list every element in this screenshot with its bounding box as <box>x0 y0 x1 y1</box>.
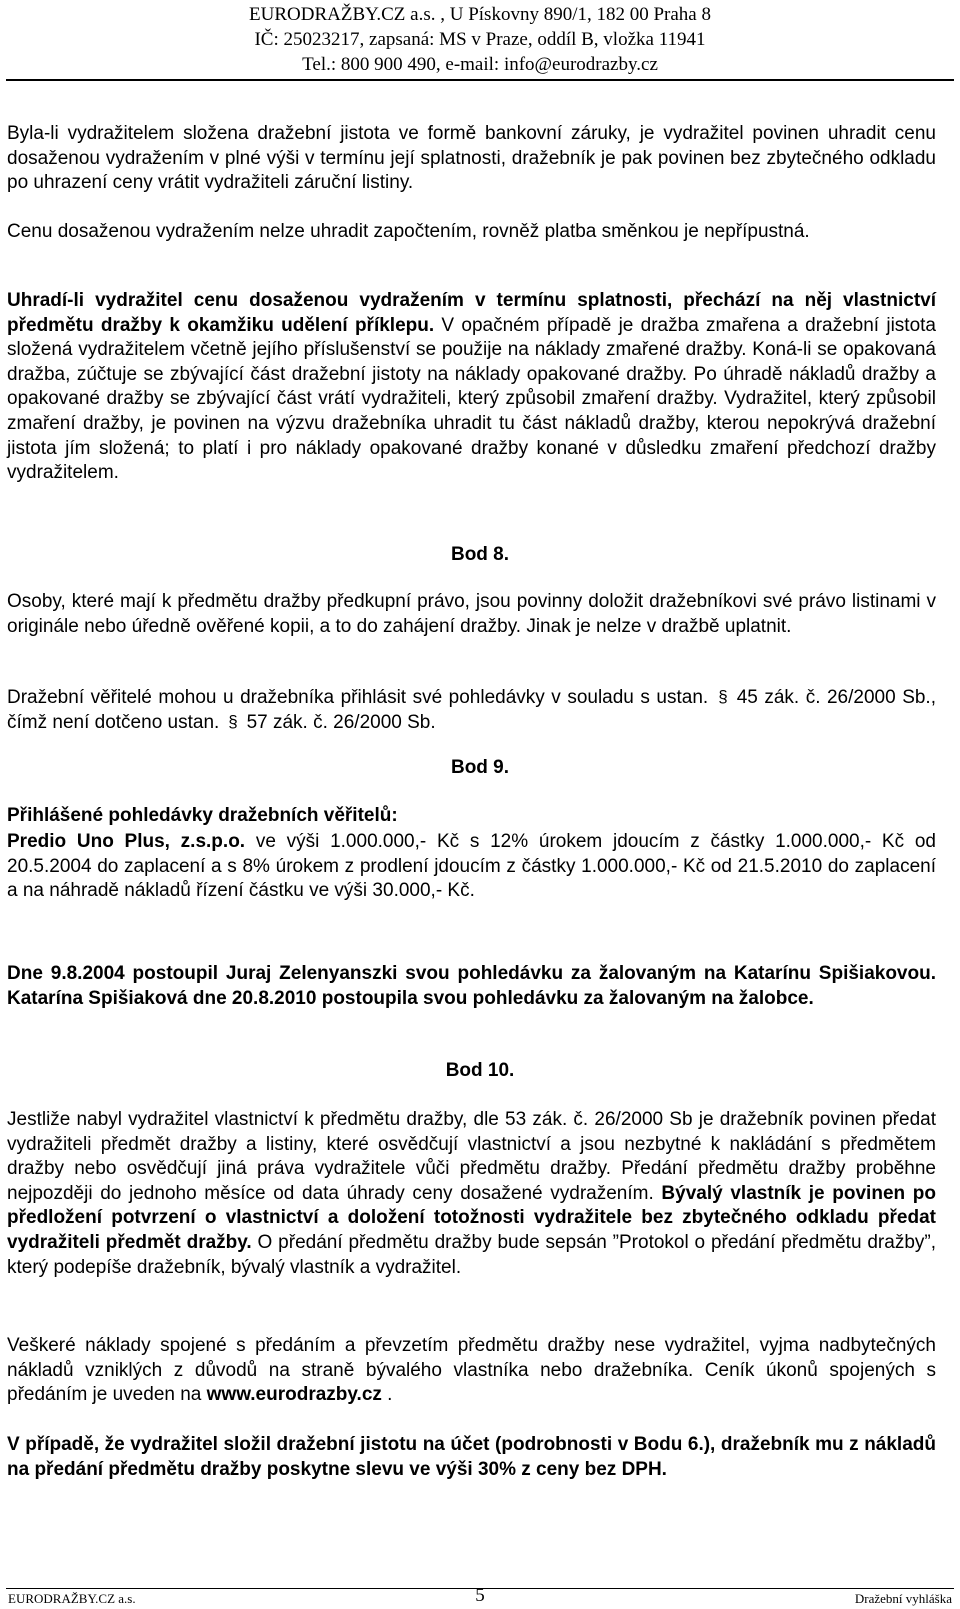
ownership-transfer-bold: Uhradí-li vydražitel cenu dosaženou vydražením v termínu splatnosti, přechází na něj vlastnictví předmětu dražby k okamžiku udělení příklepu. <box>7 290 936 336</box>
paragraph-registered-claims <box>7 830 936 904</box>
handover-costs-end: . <box>381 1384 393 1406</box>
paragraph-registered-claims-title <box>7 804 936 829</box>
paragraph-no-offset: Cenu dosaženou vydražením nelze uhradit započtením, rovněž platba směnkou je nepřípustná. <box>7 221 810 242</box>
handover-costs-text: Veškeré náklady spojené s předáním a převzetím předmětu dražby nese vydražitel, vyjma nadbytečných nákladů vzniklých z důvodů na straně bývalého vlastníka nebo dražebníka. Ceník úkonů spojených s předáním je uveden na <box>7 1335 936 1406</box>
section-sign-icon <box>715 688 731 704</box>
handover-text-c: O předání předmětu dražby bude sepsán ”Protokol o předání předmětu dražby”, který podepíše dražebník, bývalý vlastník a vydražitel. <box>7 1231 936 1278</box>
creditor-name: Predio Uno Plus, z.s.p.o. <box>7 831 246 852</box>
paragraph-handover-costs <box>7 1334 936 1408</box>
header-registration-line: IČ: 25023217, zapsaná: MS v Praze, oddíl B, vložka 11941 <box>254 29 706 50</box>
paragraph-creditor-claims <box>7 686 936 735</box>
svg-text:§: § <box>227 712 238 729</box>
heading-bod-10: Bod 10. <box>445 1060 515 1081</box>
paragraph-handover <box>7 1108 936 1280</box>
registered-claims-title: Přihlášené pohledávky dražebních věřitelů: <box>7 805 398 826</box>
creditor-claims-text-b: 45 zák. č. 26/2000 Sb., čímž není dotčeno ustan. <box>7 687 936 733</box>
footer-company: EURODRAŽBY.CZ a.s. <box>8 1591 136 1606</box>
handover-text-bold: Bývalý vlastník je povinen po předložení potvrzení o vlastnictví a doložení totožnosti vydražitele bez zbytečného odkladu předat vydražiteli předmět dražby. <box>7 1182 936 1253</box>
paragraph-preemption-right: Osoby, které mají k předmětu dražby předkupní právo, jsou povinny doložit dražebníkovi své právo listinami v originále nebo úředně ověřené kopii, a to do zahájení dražby. Jinak je nelze v dražbě uplatnit. <box>7 591 936 637</box>
footer-document-title: Dražební vyhláška <box>854 1591 952 1606</box>
handover-text-a: Jestliže nabyl vydražitel vlastnictví k předmětu dražby, dle 53 zák. č. 26/2000 Sb je dražebník povinen předat vydražiteli předmět dražby a listiny, které osvědčují vlastnictví a jsou nezbytné k nakládání s předmětem dražby nebo osvědčují jiná práva vydražitele vůči předmětu dražby. Předání předmětu dražby proběhne nejpozději do jednoho měsíce od data úhrady ceny dosažené vydražením. <box>7 1109 936 1204</box>
creditor-claims-text-a: Dražební věřitelé mohou u dražebníka přihlásit své pohledávky v souladu s ustan. <box>7 687 715 708</box>
paragraph-claim-assignment: Dne 9.8.2004 postoupil Juraj Zelenyanszki svou pohledávku za žalovaným na Katarínu Spišiakovou. Katarína Spišiaková dne 20.8.2010 postoupila svou pohledávku za žalovaným na žalobce. <box>7 963 936 1009</box>
section-sign-icon <box>225 713 241 729</box>
svg-text:§: § <box>717 688 728 704</box>
creditor-claim-detail: ve výši 1.000.000,- Kč s 12% úrokem jdoucím z částky 1.000.000,- Kč od 20.5.2004 do zaplacení a s 8% úrokem z prodlení jdoucím z částky 1.000.000,- Kč od 21.5.2010 do zaplacení a na náhradě nákladů řízení částku ve výši 30.000,- Kč. <box>7 831 936 902</box>
heading-bod-8: Bod 8. <box>450 544 510 565</box>
header-contact-line: Tel.: 800 900 490, e-mail: info@eurodrazby.cz <box>302 54 658 75</box>
creditor-claims-text-c: 57 zák. č. 26/2000 Sb. <box>246 711 436 733</box>
heading-bod-9: Bod 9. <box>450 757 510 778</box>
eurodrazby-link[interactable]: www.eurodrazby.cz <box>206 1384 382 1406</box>
paragraph-ownership-transfer <box>7 289 936 486</box>
ownership-transfer-rest: V opačném případě je dražba zmařena a dražební jistota složená vydražitelem včetně jejího příslušenství se použije na náklady zmařené dražby. Koná-li se opakovaná dražba, zúčtuje se zbývající část dražební jistoty na náklady opakované dražby. Po úhradě nákladů dražby a opakované dražby se zbývající část vrátí vydražiteli, který způsobil zmaření dražby. Vydražitel, který způsobil zmaření dražby, je povinen na výzvu dražebníka uhradit tu část nákladů dražby, kterou nepokrývá dražební jistota jím složená; to platí i pro náklady opakované dražby konané v důsledku zmaření předchozí dražby vydražitelem. <box>7 314 936 484</box>
paragraph-bank-guarantee: Byla-li vydražitelem složena dražební jistota ve formě bankovní záruky, je vydražitel povinen uhradit cenu dosaženou vydražením v plné výši v termínu její splatnosti, dražebník je pak povinen bez zbytečného odkladu po uhrazení ceny vrátit vydražiteli záruční listiny. <box>7 123 936 194</box>
page-number: 5 <box>475 1585 485 1606</box>
header-company-line: EURODRAŽBY.CZ a.s. , U Pískovny 890/1, 182 00 Praha 8 <box>249 4 711 25</box>
paragraph-discount: V případě, že vydražitel složil dražební jistotu na účet (podrobnosti v Bodu 6.), dražebník mu z nákladů na předání předmětu dražby poskytne slevu ve výši 30% z ceny bez DPH. <box>7 1434 936 1480</box>
header-divider <box>6 79 954 81</box>
